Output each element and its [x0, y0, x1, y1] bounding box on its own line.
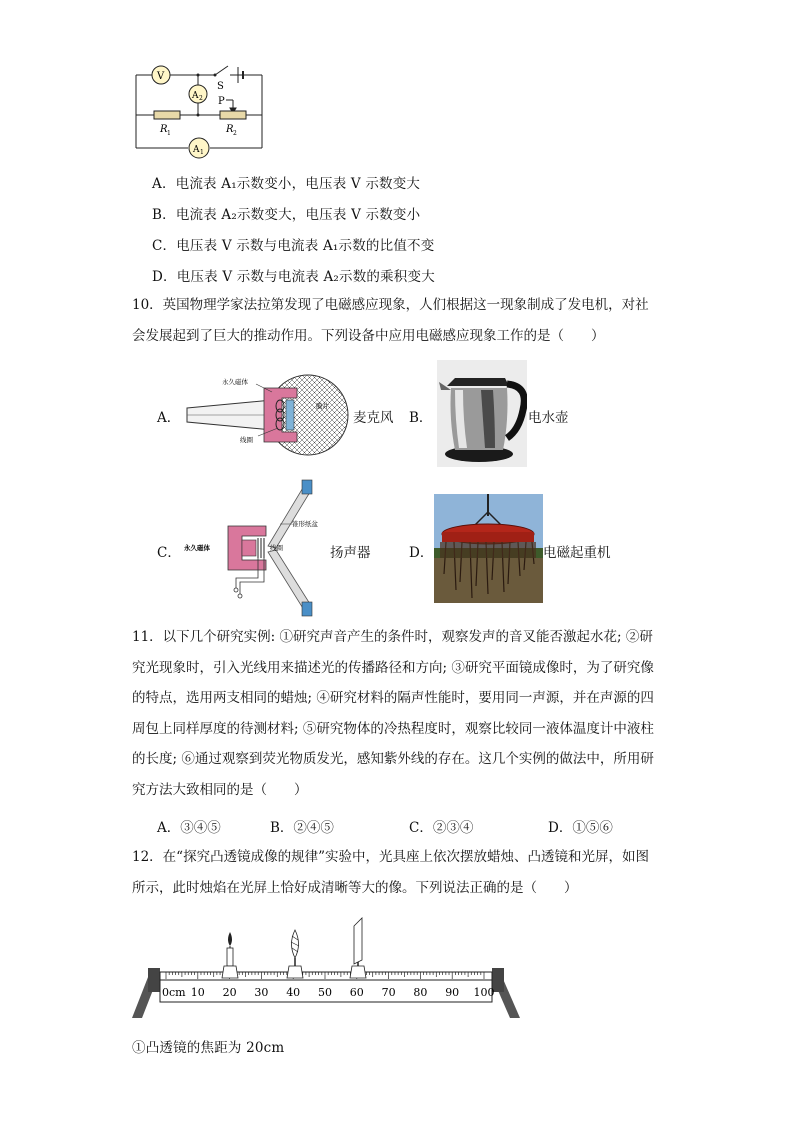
electric-kettle-photo	[437, 360, 527, 467]
speaker-cone-label: 锥形纸盆	[292, 520, 318, 528]
circuit-diagram	[130, 60, 270, 160]
slider-label: P	[218, 96, 225, 107]
q11-option-b: B．②④⑤	[270, 820, 334, 836]
ruler-tick-label: 80	[413, 986, 428, 999]
optical-bench-diagram	[130, 910, 525, 1022]
switch-label: S	[217, 81, 224, 92]
ruler-tick-label: 70	[381, 986, 396, 999]
ruler-tick-label: 40	[286, 986, 301, 999]
svg-text:1: 1	[167, 130, 171, 137]
q10-option-c-caption: 扬声器	[330, 545, 371, 561]
ruler-tick-label: 100	[473, 986, 495, 999]
loudspeaker-diagram	[180, 478, 330, 620]
electromagnetic-crane-photo	[434, 494, 543, 603]
r1-label: R	[160, 124, 168, 135]
mic-coil-label: 线圈	[240, 436, 253, 444]
q10-option-a-letter: A．	[157, 410, 181, 426]
svg-text:1: 1	[200, 149, 204, 156]
q10-option-c-letter: C．	[157, 545, 181, 561]
q11-option-c: C．②③④	[409, 820, 474, 836]
mic-magnet-label: 永久磁体	[222, 378, 248, 386]
q12-statement-1: ①凸透镜的焦距为 20cm	[132, 1040, 285, 1056]
ammeter-a2-label: A	[192, 91, 199, 101]
ruler-tick-label: 0cm	[162, 986, 186, 999]
ruler-tick-label: 90	[445, 986, 460, 999]
q10-option-b-caption: 电水壶	[528, 410, 569, 426]
q10-option-a-caption: 麦克风	[353, 410, 394, 426]
q11-option-a: A．③④⑤	[157, 820, 221, 836]
q9-option-b: B．电流表 A₂示数变大，电压表 V 示数变小	[152, 207, 421, 223]
q11-stem: 11．以下几个研究实例: ①研究声音产生的条件时，观察发声的音叉能否激起水花; ②研究光现象时，引入光线用来描述光的传播路径和方向; ③研究平面镜成像时，为了研究像的特点，选用两支相同的蜡烛; ④研究材料的隔声性能时，要用同一声源，并在声源的四周包上同样厚度的待测材料; ⑤研究物体的冷热程度时，观察比较同一液体温度计中液柱的长度; ⑥通过观察到荧光物质发光，感知紫外线的存在。这几个实例的做法中，所用研究方法大致相同的是（ ）	[132, 629, 654, 798]
q9-option-d: D．电压表 V 示数与电流表 A₂示数的乘积变大	[152, 269, 435, 285]
svg-text:2: 2	[199, 95, 203, 102]
ammeter-a1-label: A	[193, 145, 200, 155]
svg-text:2: 2	[233, 130, 237, 137]
ruler-tick-label: 10	[190, 986, 205, 999]
speaker-magnet-label: 永久磁体	[184, 544, 210, 552]
ruler-tick-label: 30	[254, 986, 269, 999]
microphone-diagram	[182, 370, 352, 460]
q11-option-d: D．①⑤⑥	[548, 820, 613, 836]
q9-option-c: C．电压表 V 示数与电流表 A₁示数的比值不变	[152, 238, 435, 254]
r2-label: R	[226, 124, 234, 135]
q10-option-d-caption: 电磁起重机	[543, 545, 611, 561]
ruler-tick-label: 50	[318, 986, 332, 999]
q9-option-a: A．电流表 A₁示数变小，电压表 V 示数变大	[152, 176, 421, 192]
q12-stem: 12．在“探究凸透镜成像的规律”实验中，光具座上依次摆放蜡烛、凸透镜和光屏，如图所示，此时烛焰在光屏上恰好成清晰等大的像。下列说法正确的是（ ）	[132, 849, 649, 896]
q10-option-d-letter: D．	[409, 545, 434, 561]
speaker-coil-label: 线圈	[270, 544, 283, 552]
q10-stem: 10．英国物理学家法拉第发现了电磁感应现象，人们根据这一现象制成了发电机，对社会发展起到了巨大的推动作用。下列设备中应用电磁感应现象工作的是（ ）	[132, 297, 649, 344]
ruler-tick-label: 20	[222, 986, 237, 999]
mic-membrane-label: 膜片	[316, 402, 329, 410]
ruler-tick-label: 60	[349, 986, 364, 999]
q10-option-b-letter: B．	[409, 410, 433, 426]
voltmeter-label: V	[157, 71, 165, 82]
